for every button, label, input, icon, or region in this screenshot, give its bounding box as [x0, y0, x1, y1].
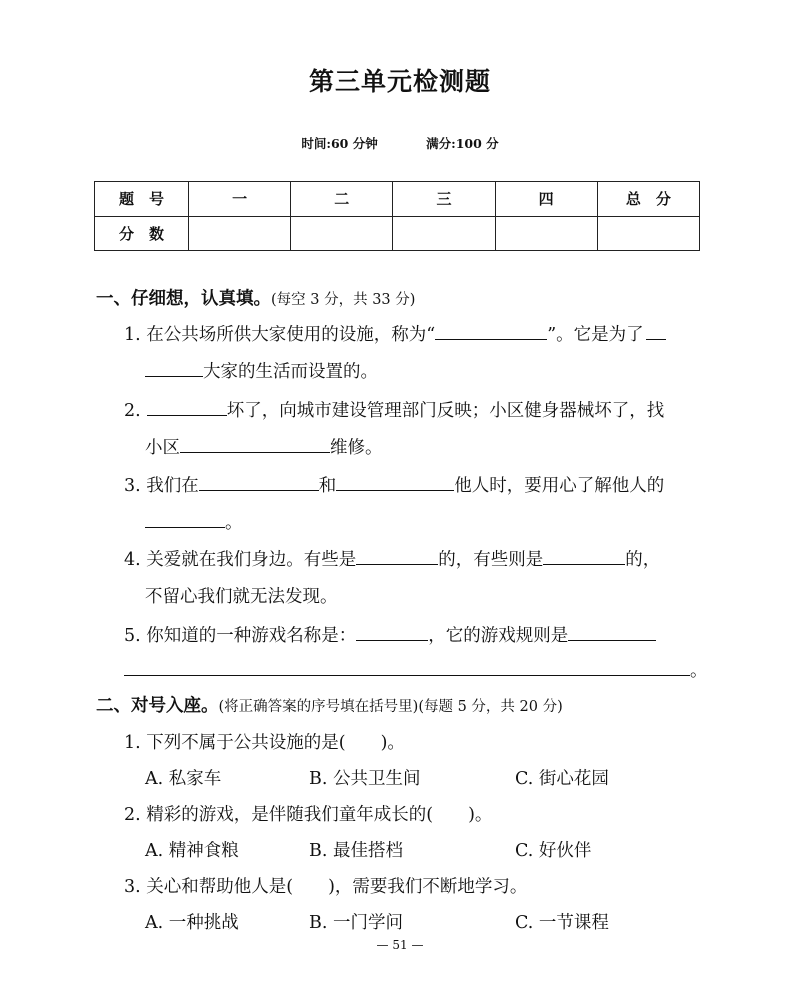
choice-option-c[interactable]: C. 一节课程	[515, 913, 609, 933]
section2-note: (将正确答案的序号填在括号里)(每题 5 分，共 20 分)	[218, 699, 563, 715]
q2-text: 维修。	[330, 438, 383, 458]
page-number: — 51 —	[376, 938, 424, 952]
q1-text: 1. 在公共场所供大家使用的设施，称为“	[124, 325, 436, 345]
q2-text: 坏了，向城市建设管理部门反映；小区健身器械坏了，找	[226, 401, 665, 421]
q5-text: 。	[690, 661, 708, 681]
score-cell[interactable]	[189, 216, 291, 251]
q1-text: ”。它是为了	[547, 325, 644, 345]
q5-line1	[124, 622, 800, 647]
q3-text: 3. 我们在	[124, 476, 199, 496]
q2-text: 小区	[145, 438, 180, 458]
score-table-row	[95, 216, 700, 251]
q5-text: 5. 你知道的一种游戏名称是：	[124, 626, 357, 646]
exam-meta	[0, 134, 800, 152]
score-header-cell: 题 号	[95, 182, 189, 217]
choice-option-a[interactable]: A. 精神食粮	[145, 841, 239, 861]
score-cell[interactable]	[291, 216, 393, 251]
score-table-header-row	[95, 182, 700, 217]
section1-note: (每空 3 分，共 33 分)	[271, 292, 416, 308]
answer-blank[interactable]	[124, 658, 690, 677]
score-header-cell: 四	[495, 182, 597, 217]
q2-text: 2.	[124, 401, 141, 421]
choice-option-b[interactable]: B. 公共卫生间	[309, 769, 421, 789]
score-cell[interactable]	[393, 216, 495, 251]
q3-line2	[145, 509, 800, 534]
q2-line2	[145, 434, 800, 459]
choice-option-c[interactable]: C. 好伙伴	[515, 841, 592, 861]
score-header-cell: 二	[291, 182, 393, 217]
score-header-cell: 总 分	[597, 182, 699, 217]
q1-text: 大家的生活而设置的。	[203, 362, 378, 382]
answer-blank[interactable]	[543, 547, 625, 566]
q4-text: 的，有些则是	[438, 550, 544, 570]
answer-blank[interactable]	[145, 359, 203, 378]
choice-question: 3. 关心和帮助他人是( )，需要我们不断地学习。	[124, 877, 528, 897]
choice-question: 1. 下列不属于公共设施的是( )。	[124, 733, 405, 753]
answer-blank[interactable]	[199, 473, 319, 492]
q1-line2	[145, 358, 800, 383]
answer-blank[interactable]	[356, 547, 438, 566]
q4-text: 的，	[625, 550, 661, 570]
q3-text: 。	[225, 513, 243, 533]
exam-time: 时间:60 分钟	[301, 136, 378, 151]
choice-option-b[interactable]: B. 最佳搭档	[309, 841, 403, 861]
answer-blank[interactable]	[356, 623, 428, 642]
section2-title: 二、对号入座。	[96, 696, 219, 716]
q1-line1	[124, 321, 800, 346]
q4-text: 4. 关爱就在我们身边。有些是	[124, 550, 357, 570]
q4-text: 不留心我们就无法发现。	[145, 587, 338, 607]
score-table	[94, 181, 700, 251]
q3-text: 和	[318, 476, 337, 496]
choice-option-c[interactable]: C. 街心花园	[515, 769, 609, 789]
q3-line1	[124, 472, 800, 497]
exam-full-score: 满分:100 分	[426, 136, 499, 151]
section1-title: 一、仔细想，认真填。	[96, 289, 271, 309]
q3-text: 他人时，要用心了解他人的	[454, 476, 665, 496]
answer-blank[interactable]	[180, 435, 330, 454]
q4-line2	[145, 583, 800, 608]
choice-option-a[interactable]: A. 私家车	[145, 769, 222, 789]
choice-question: 2. 精彩的游戏，是伴随我们童年成长的( )。	[124, 805, 493, 825]
score-header-cell: 三	[393, 182, 495, 217]
page-title: 第三单元检测题	[308, 67, 491, 96]
score-cell[interactable]	[597, 216, 699, 251]
score-header-cell: 一	[189, 182, 291, 217]
section2-heading	[96, 692, 800, 717]
answer-blank[interactable]	[145, 510, 225, 529]
answer-blank[interactable]	[147, 398, 227, 417]
answer-blank[interactable]	[568, 623, 656, 642]
choice-option-b[interactable]: B. 一门学问	[309, 913, 403, 933]
choice-option-a[interactable]: A. 一种挑战	[145, 913, 239, 933]
q5-line2	[124, 657, 800, 682]
answer-blank[interactable]	[646, 322, 666, 341]
answer-blank[interactable]	[336, 473, 454, 492]
q5-text: ，它的游戏规则是	[428, 626, 569, 646]
score-row-label: 分 数	[95, 216, 189, 251]
section1-heading	[96, 285, 800, 310]
q2-line1	[124, 397, 800, 422]
answer-blank[interactable]	[435, 322, 547, 341]
q4-line1	[124, 546, 800, 571]
score-cell[interactable]	[495, 216, 597, 251]
